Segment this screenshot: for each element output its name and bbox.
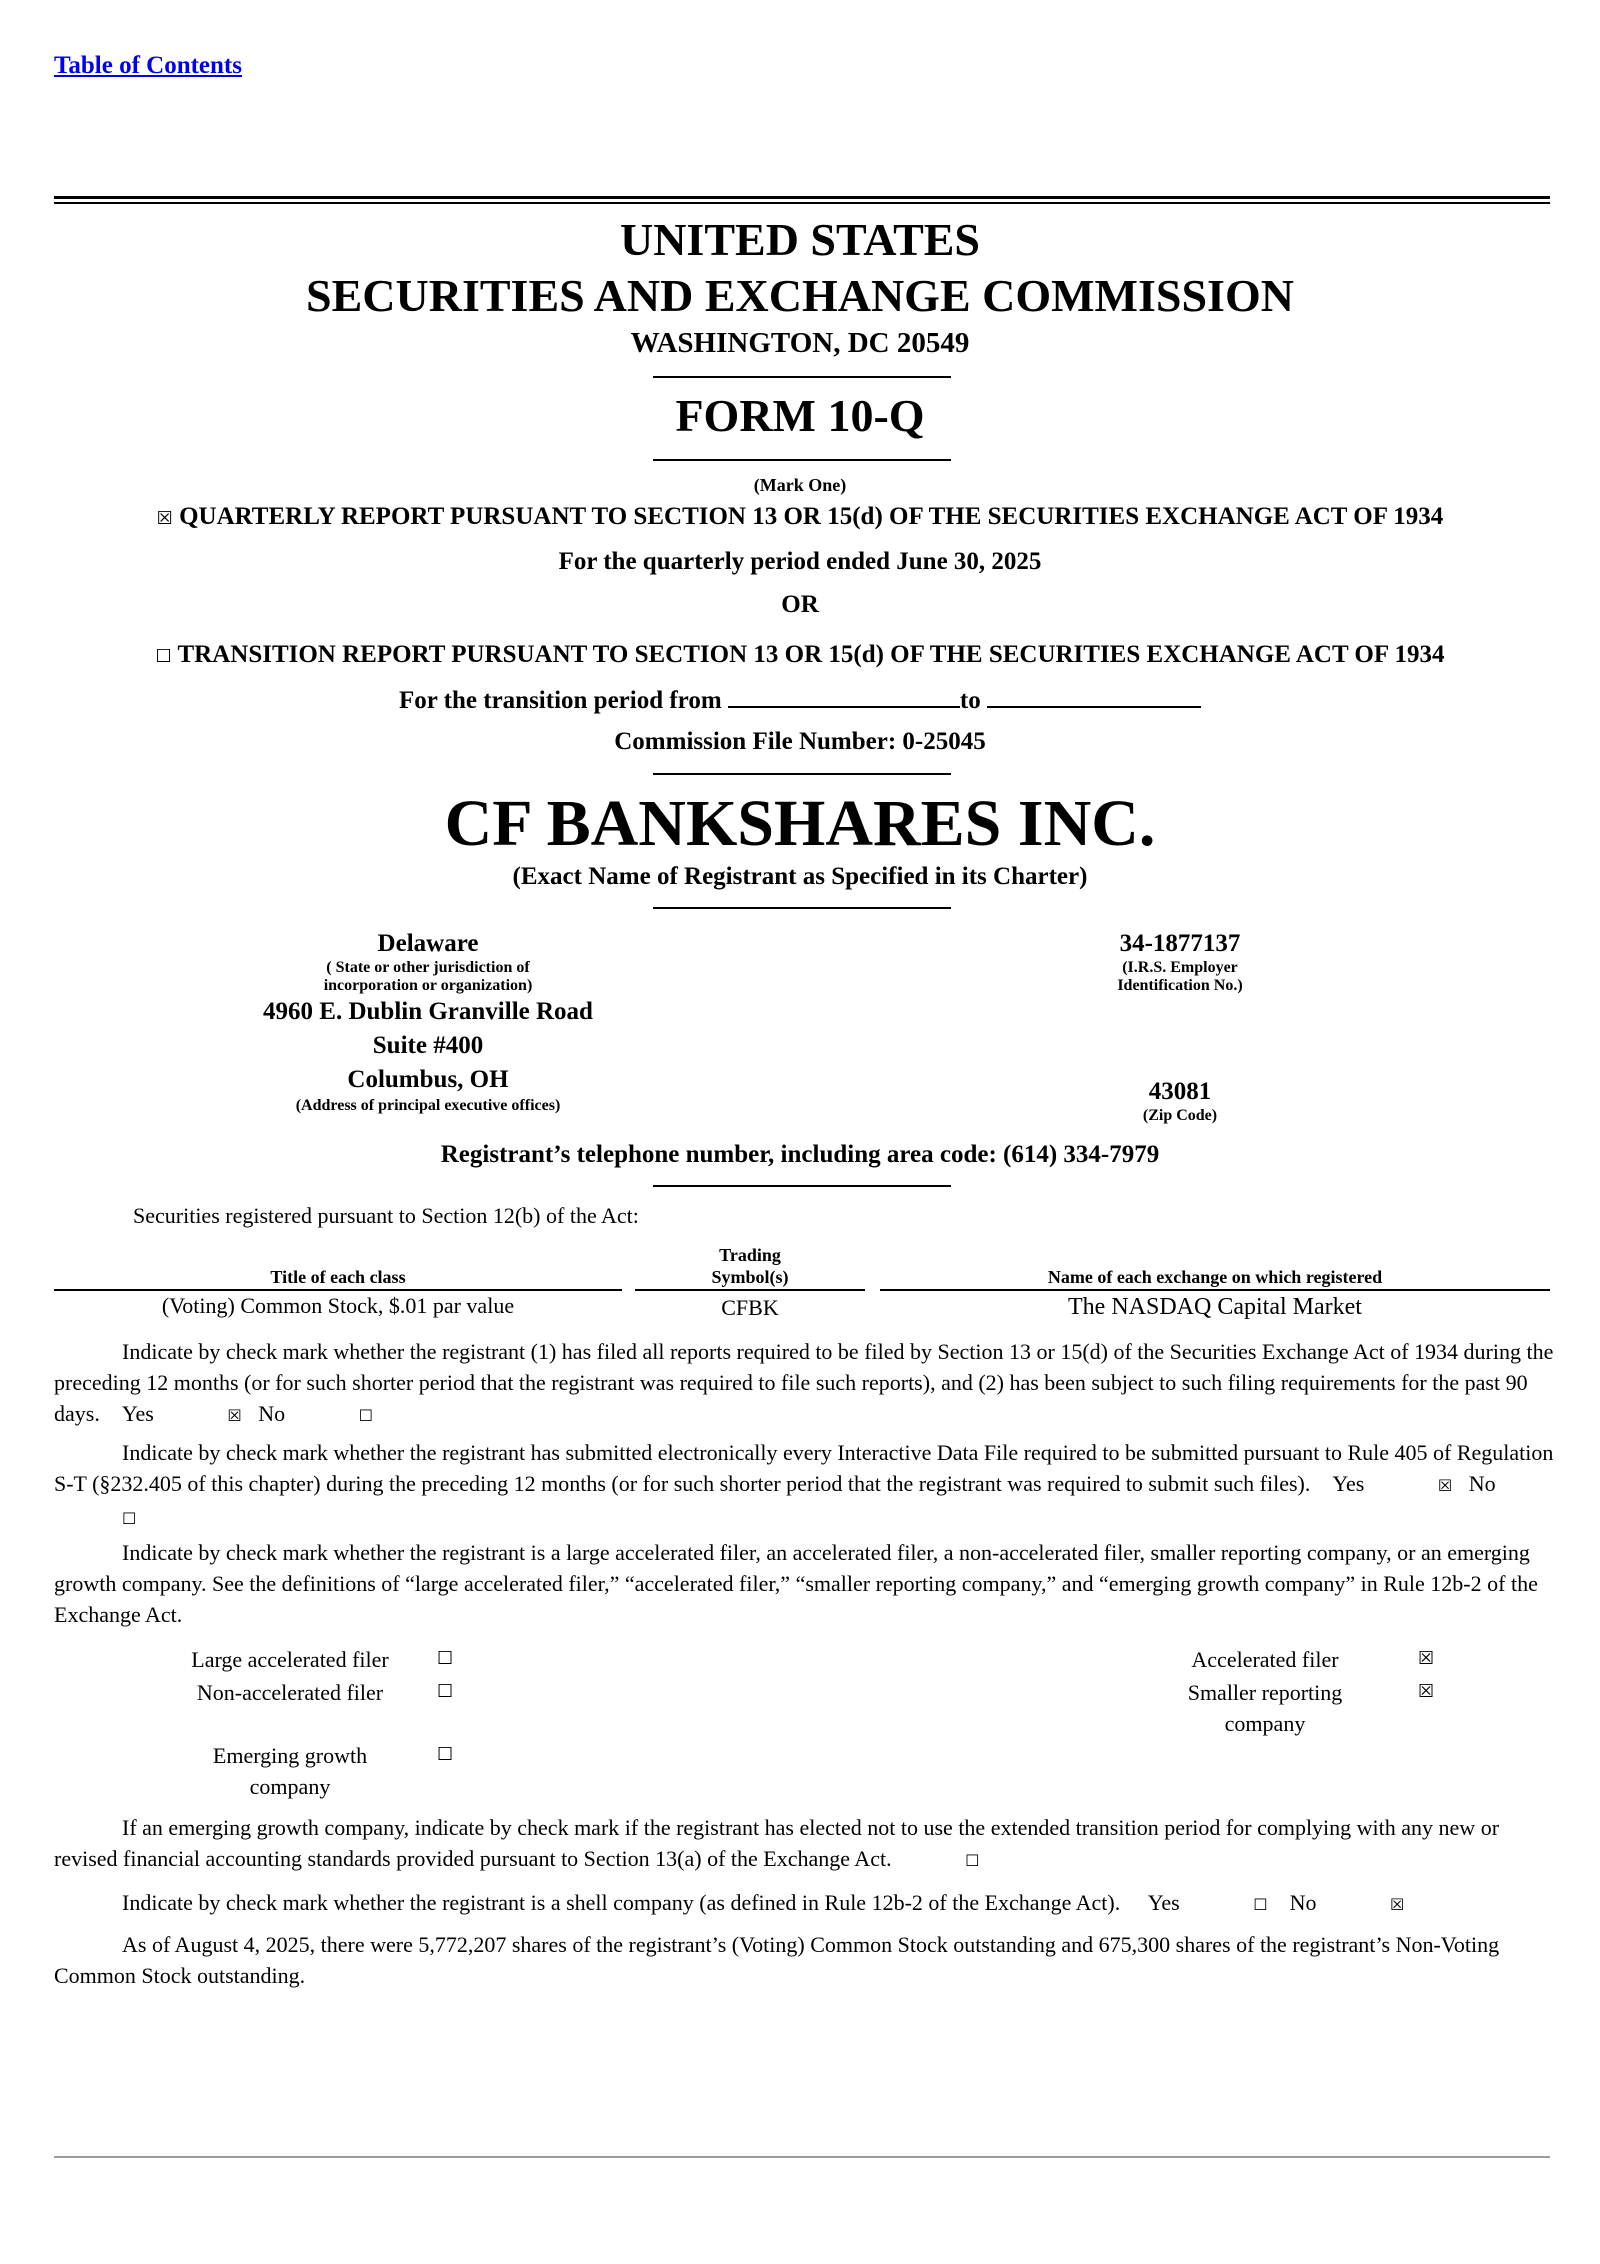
address-caption: (Address of principal executive offices) — [295, 1097, 561, 1114]
para-interactive-data-text: Indicate by check mark whether the registrant has submitted electronically every Interactive Data File required to be submitted pursuant to Rule 405 of Regulation S-T (§232.405 of this chapter) during the preceding 12 months (or for such shorter period that the registrant was required to submit such files). — [54, 1440, 1554, 1496]
col-rule-exchange — [880, 1289, 1550, 1291]
or-text: OR — [781, 591, 819, 618]
smaller-reporting-label-2: company — [1224, 1711, 1306, 1736]
state-caption-1: ( State or other jurisdiction of — [326, 959, 530, 976]
para-shares-outstanding: As of August 4, 2025, there were 5,772,207 shares of the registrant’s (Voting) Common Stock outstanding and 675,300 shares of the registrant’s Non-Voting Common Stock outstanding. — [54, 1932, 1500, 1988]
form-title: FORM 10-Q — [675, 390, 925, 441]
divider — [653, 907, 951, 909]
yes-checkbox: ☒ — [1437, 1476, 1453, 1495]
row-exchange: The NASDAQ Capital Market — [1068, 1294, 1362, 1320]
header-washington: WASHINGTON, DC 20549 — [630, 327, 970, 359]
registrant-right-block — [1030, 929, 1330, 995]
securities-intro: Securities registered pursuant to Section 12(b) of the Act: — [133, 1203, 639, 1228]
large-accelerated-filer-checkbox: ☐ — [437, 1648, 454, 1669]
registrant-left-block — [188, 929, 668, 1115]
col-rule-title — [54, 1289, 622, 1291]
address-line-2: Suite #400 — [372, 1032, 484, 1059]
row-title: (Voting) Common Stock, $.01 par value — [161, 1293, 515, 1318]
table-of-contents-link[interactable]: Table of Contents — [54, 52, 242, 79]
bottom-rule — [54, 2156, 1550, 2158]
emerging-growth-label — [160, 1740, 420, 1802]
large-accelerated-filer-label: Large accelerated filer — [191, 1647, 389, 1672]
header-sec: SECURITIES AND EXCHANGE COMMISSION — [306, 270, 1294, 321]
no-checkbox: ☐ — [122, 1509, 137, 1528]
irs-caption-2: Identification No.) — [1117, 977, 1243, 994]
yes-checkbox: ☒ — [227, 1406, 242, 1425]
non-accelerated-filer-label: Non-accelerated filer — [196, 1680, 384, 1705]
divider — [653, 376, 951, 378]
header-united-states: UNITED STATES — [619, 214, 981, 265]
mark-one: (Mark One) — [753, 475, 847, 495]
divider — [653, 1185, 951, 1187]
emerging-growth-label-2: company — [249, 1774, 331, 1799]
zip-caption: (Zip Code) — [1142, 1107, 1218, 1124]
no-label: No — [1468, 1471, 1496, 1496]
col-header-exchange: Name of each exchange on which registered — [1047, 1267, 1383, 1287]
quarterly-checkbox: ☒ — [156, 508, 173, 529]
address-line-1: 4960 E. Dublin Granville Road — [263, 998, 593, 1025]
smaller-reporting-label — [1130, 1677, 1400, 1739]
registrant-name: CF BANKSHARES INC. — [444, 787, 1156, 860]
address-line-3: Columbus, OH — [347, 1066, 509, 1093]
yes-label: Yes — [121, 1401, 154, 1426]
transition-checkbox: ☐ — [155, 646, 172, 667]
emerging-election-checkbox: ☐ — [965, 1851, 980, 1870]
yes-label: Yes — [1332, 1471, 1365, 1496]
transition-period-to: to — [959, 687, 981, 714]
state-caption-2: incorporation or organization) — [323, 977, 533, 994]
para-filer-status: Indicate by check mark whether the registrant is a large accelerated filer, an accelerated filer, a non-accelerated filer, smaller reporting company, or an emerging growth company. See the definitions of “large accelerated filer,” “accelerated filer,” “smaller reporting company,” and “emerging growth company” in Rule 12b-2 of the Exchange Act. — [54, 1540, 1538, 1627]
transition-period — [0, 684, 1600, 716]
col-header-title: Title of each class — [270, 1267, 406, 1287]
zip-code: 43081 — [1148, 1078, 1212, 1105]
col-header-symbol-2: Symbol(s) — [711, 1267, 789, 1287]
no-label: No — [258, 1401, 286, 1426]
no-checkbox: ☒ — [1389, 1895, 1405, 1914]
registrant-phone: Registrant’s telephone number, including area code: (614) 334-7979 — [440, 1141, 1160, 1168]
col-rule-symbol — [635, 1289, 865, 1291]
yes-checkbox: ☐ — [1253, 1895, 1268, 1914]
divider — [653, 459, 951, 461]
transition-report-line — [0, 640, 1600, 672]
no-label: No — [1289, 1890, 1317, 1915]
accelerated-filer-label: Accelerated filer — [1191, 1647, 1339, 1672]
para-shell-company-text: Indicate by check mark whether the registrant is a shell company (as defined in Rule 12b-2 of the Exchange Act). — [122, 1890, 1121, 1915]
no-checkbox: ☐ — [358, 1406, 373, 1425]
yes-label: Yes — [1147, 1890, 1180, 1915]
transition-report-text: TRANSITION REPORT PURSUANT TO SECTION 13 OR 15(d) OF THE SECURITIES EXCHANGE ACT OF 1934 — [177, 641, 1445, 668]
irs-number: 34-1877137 — [1119, 930, 1241, 957]
quarterly-period: For the quarterly period ended June 30, 2025 — [558, 548, 1042, 575]
col-header-symbol — [635, 1244, 865, 1288]
zip-block — [1030, 1077, 1330, 1125]
para-shell-company — [54, 1887, 1554, 1920]
para-reports-filed — [54, 1336, 1554, 1431]
para-emerging-growth — [54, 1812, 1554, 1876]
registrant-name-caption: (Exact Name of Registrant as Specified in its Charter) — [512, 863, 1088, 890]
smaller-reporting-label-1: Smaller reporting — [1187, 1680, 1343, 1705]
smaller-reporting-checkbox: ☒ — [1418, 1681, 1435, 1702]
para-interactive-data — [54, 1437, 1554, 1534]
row-symbol: CFBK — [721, 1295, 779, 1320]
transition-to-blank — [987, 684, 1201, 708]
para-emerging-growth-text: If an emerging growth company, indicate by check mark if the registrant has elected not to use the extended transition period for complying with any new or revised financial accounting standards provided pursuant to Section 13(a) of the Exchange Act. — [54, 1815, 1500, 1871]
state: Delaware — [377, 930, 479, 957]
top-rule — [54, 196, 1550, 199]
emerging-growth-label-1: Emerging growth — [212, 1743, 368, 1768]
transition-period-prefix: For the transition period from — [399, 687, 722, 714]
emerging-growth-checkbox: ☐ — [437, 1744, 454, 1765]
para-reports-filed-text: Indicate by check mark whether the registrant (1) has filed all reports required to be filed by Section 13 or 15(d) of the Securities Exchange Act of 1934 during the preceding 12 months (or for such shorter period that the registrant was required to file such reports), and (2) has been subject to such filing requirements for the past 90 days. — [54, 1339, 1554, 1426]
transition-from-blank — [728, 684, 960, 708]
non-accelerated-filer-checkbox: ☐ — [437, 1681, 454, 1702]
irs-caption-1: (I.R.S. Employer — [1122, 959, 1238, 976]
col-header-symbol-1: Trading — [719, 1245, 781, 1265]
quarterly-report-line — [0, 502, 1600, 534]
accelerated-filer-checkbox: ☒ — [1418, 1648, 1435, 1669]
top-rule-thin — [54, 202, 1550, 204]
commission-file-number: Commission File Number: 0-25045 — [614, 728, 986, 755]
divider — [653, 773, 951, 775]
quarterly-report-text: QUARTERLY REPORT PURSUANT TO SECTION 13 OR 15(d) OF THE SECURITIES EXCHANGE ACT OF 1934 — [179, 503, 1444, 530]
